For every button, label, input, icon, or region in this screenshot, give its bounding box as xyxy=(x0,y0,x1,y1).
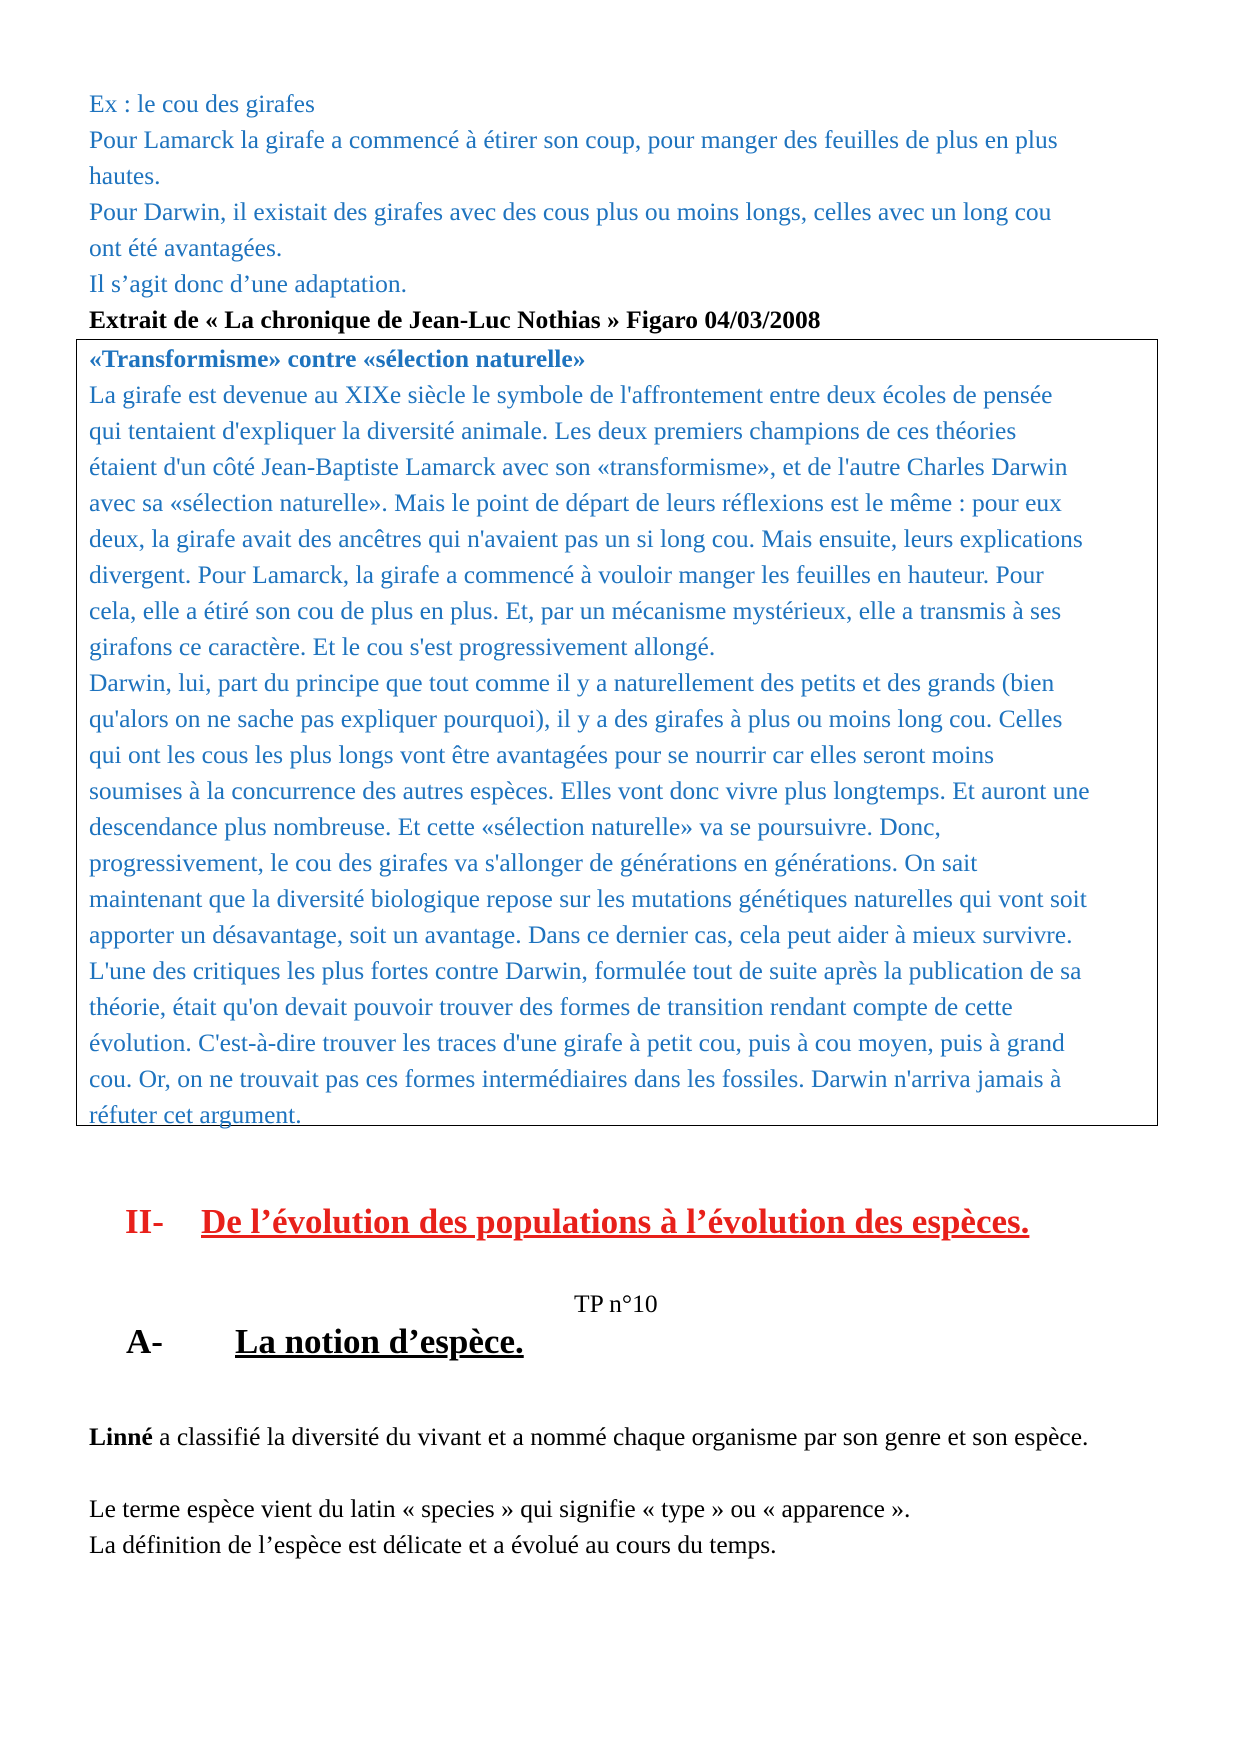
quote-line: théorie, était qu'on devait pouvoir trouver des formes de transition rendant compte de cette xyxy=(89,992,1013,1021)
term-line: Le terme espèce vient du latin « species » qui signifie « type » ou « apparence ». xyxy=(89,1494,911,1523)
definition-line: La définition de l’espèce est délicate et a évolué au cours du temps. xyxy=(89,1530,777,1559)
section-ii-title: De l’évolution des populations à l’évolution des espèces. xyxy=(201,1202,1030,1241)
quote-line: Darwin, lui, part du principe que tout comme il y a naturellement des petits et des grands (bien xyxy=(89,668,1055,697)
quote-heading: «Transformisme» contre «sélection naturelle» xyxy=(89,344,586,373)
lamarck-line-2: hautes. xyxy=(89,161,161,190)
linne-text: a classifié la diversité du vivant et a nommé chaque organisme par son genre et son espèce. xyxy=(152,1422,1089,1451)
quote-line: La girafe est devenue au XIXe siècle le symbole de l'affrontement entre deux écoles de pensée xyxy=(89,380,1053,409)
lamarck-line-1: Pour Lamarck la girafe a commencé à étirer son coup, pour manger des feuilles de plus en plus xyxy=(89,125,1058,154)
tp-label: TP n°10 xyxy=(574,1289,658,1318)
darwin-line-1: Pour Darwin, il existait des girafes avec des cous plus ou moins longs, celles avec un long cou xyxy=(89,197,1052,226)
quote-box xyxy=(76,339,1158,1129)
quote-line: qui tentaient d'expliquer la diversité animale. Les deux premiers champions de ces théories xyxy=(89,416,1017,445)
quote-line: L'une des critiques les plus fortes contre Darwin, formulée tout de suite après la publication de sa xyxy=(89,956,1082,985)
quote-line: qu'alors on ne sache pas expliquer pourquoi), il y a des girafes à plus ou moins long cou. Celles xyxy=(89,704,1063,733)
quote-line: cela, elle a étiré son cou de plus en plus. Et, par un mécanisme mystérieux, elle a transmis à ses xyxy=(89,596,1062,625)
section-a-number: A- xyxy=(126,1322,163,1361)
quote-line: girafons ce caractère. Et le cou s'est progressivement allongé. xyxy=(89,632,716,661)
quote-line: progressivement, le cou des girafes va s'allonger de générations en générations. On sait xyxy=(89,848,978,877)
quote-line: soumises à la concurrence des autres espèces. Elles vont donc vivre plus longtemps. Et auront une xyxy=(89,776,1090,805)
adaptation-line: Il s’agit donc d’une adaptation. xyxy=(89,269,407,298)
quote-line: étaient d'un côté Jean-Baptiste Lamarck avec son «transformisme», et de l'autre Charles Darwin xyxy=(89,452,1068,481)
quote-line: apporter un désavantage, soit un avantage. Dans ce dernier cas, cela peut aider à mieux survivre. xyxy=(89,920,1073,949)
quote-line: qui ont les cous les plus longs vont être avantagées pour se nourrir car elles seront moins xyxy=(89,740,995,769)
darwin-line-2: ont été avantagées. xyxy=(89,233,283,262)
quote-line: deux, la girafe avait des ancêtres qui n'avaient pas un si long cou. Mais ensuite, leurs explications xyxy=(89,524,1083,553)
quote-line: évolution. C'est-à-dire trouver les traces d'une girafe à petit cou, puis à cou moyen, puis à grand xyxy=(89,1028,1065,1057)
extract-title: Extrait de « La chronique de Jean-Luc Nothias » Figaro 04/03/2008 xyxy=(89,305,821,334)
quote-line: divergent. Pour Lamarck, la girafe a commencé à vouloir manger les feuilles en hauteur. Pour xyxy=(89,560,1044,589)
section-a-title: La notion d’espèce. xyxy=(235,1322,524,1361)
section-ii-number: II- xyxy=(125,1202,164,1241)
quote-line: cou. Or, on ne trouvait pas ces formes intermédiaires dans les fossiles. Darwin n'arriva jamais à xyxy=(89,1064,1062,1093)
example-line: Ex : le cou des girafes xyxy=(89,89,315,118)
linne-paragraph xyxy=(89,1419,1088,1455)
linne-name: Linné xyxy=(89,1422,153,1451)
quote-line: maintenant que la diversité biologique repose sur les mutations génétiques naturelles qui vont soit xyxy=(89,884,1087,913)
quote-line: réfuter cet argument. xyxy=(89,1100,302,1129)
quote-line: avec sa «sélection naturelle». Mais le point de départ de leurs réflexions est le même : pour eux xyxy=(89,488,1062,517)
quote-line: descendance plus nombreuse. Et cette «sélection naturelle» va se poursuivre. Donc, xyxy=(89,812,941,841)
